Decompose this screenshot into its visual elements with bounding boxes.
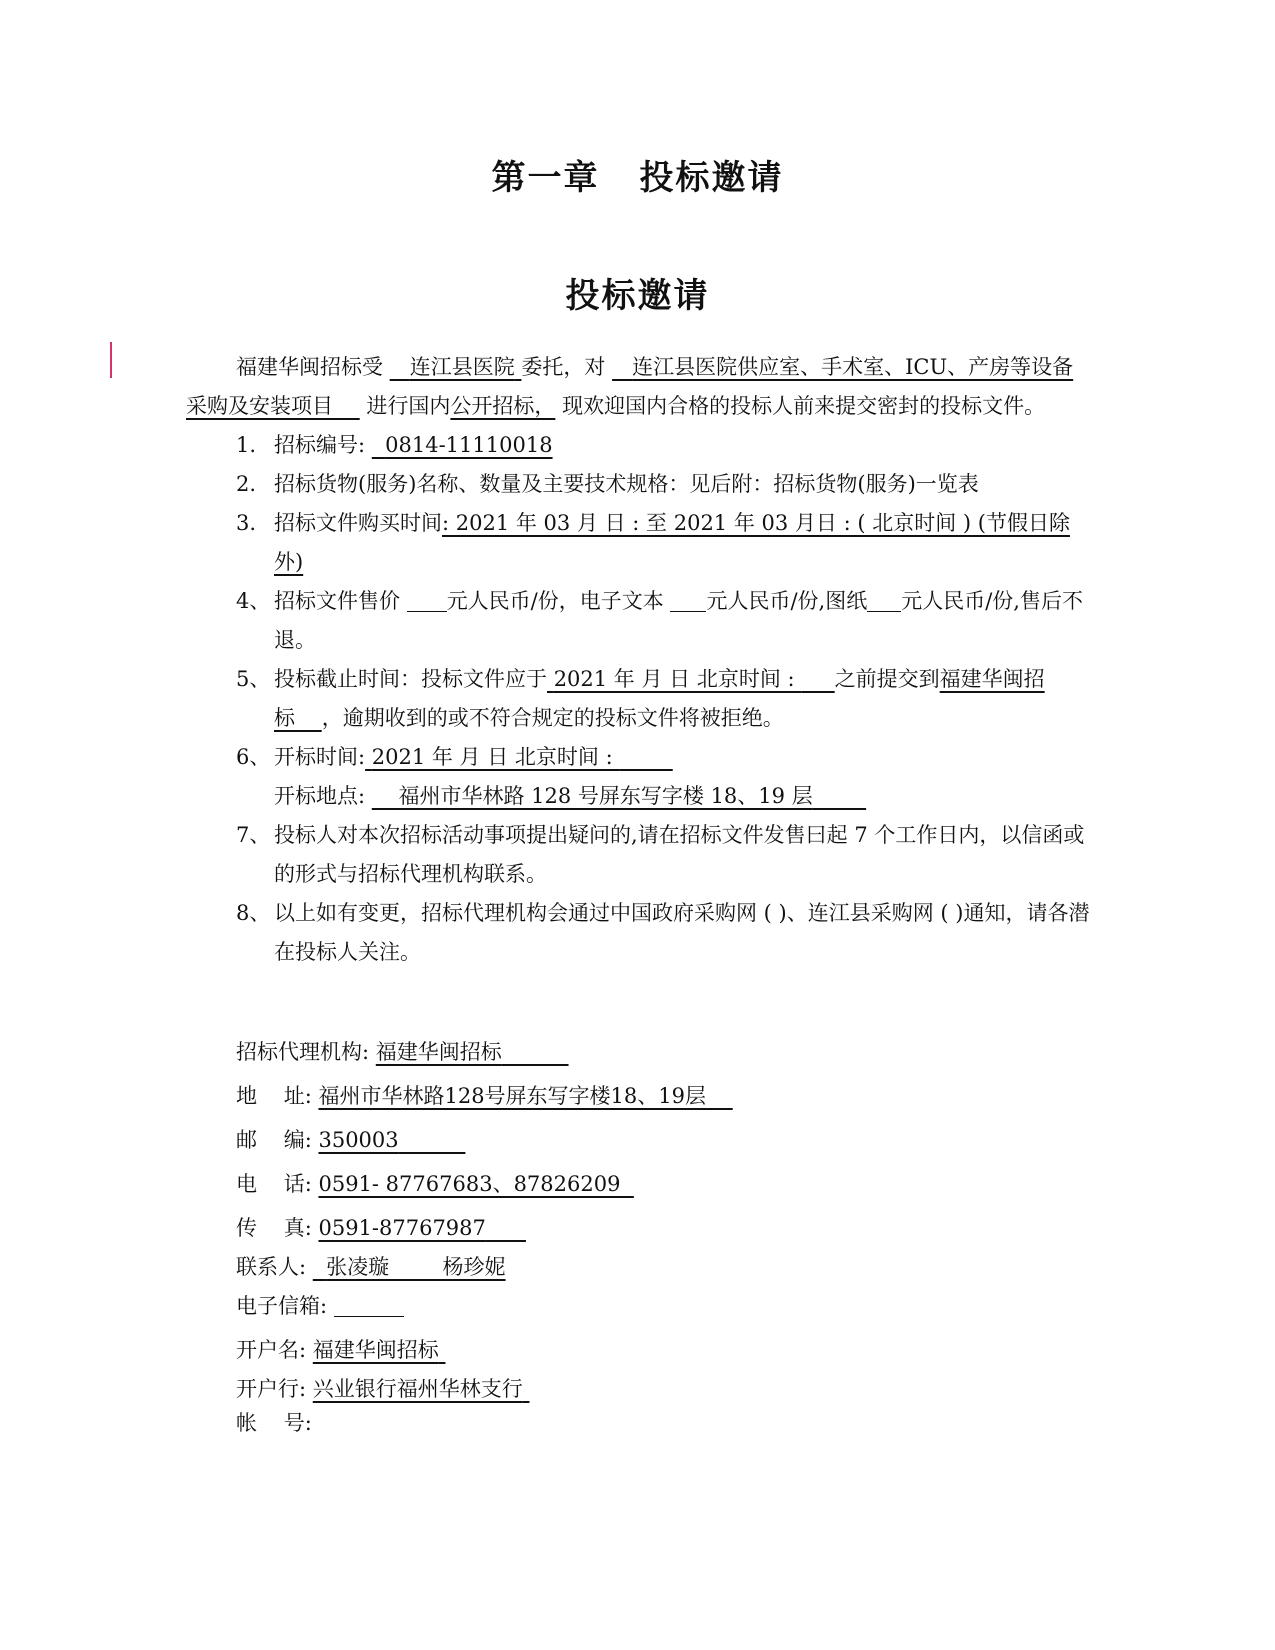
purchase-time: : 2021 年 03 月 日 : 至 2021 年 03 月日 : ( 北京时间 ) (节假日除外) xyxy=(274,511,1070,574)
chapter-number: 第一章 xyxy=(491,158,600,198)
client-name: 连江县医院 xyxy=(409,355,515,379)
item-1 xyxy=(236,426,1091,465)
phone-value: 0591- 87767683、87826209 xyxy=(318,1172,621,1196)
bank-value: 兴业银行福州华林支行 xyxy=(312,1377,523,1401)
email-blank xyxy=(334,1290,404,1317)
item-2 xyxy=(236,465,1091,504)
item-label: 开标时间: xyxy=(274,745,366,769)
blank-price-electronic xyxy=(670,585,706,612)
item-text: 元人民币/份,图纸 xyxy=(706,589,868,613)
item-text: 以上如有变更，招标代理机构会通过中国政府采购网 ( )、连江县采购网 ( )通知，请各潜在投标人关注。 xyxy=(274,901,1090,964)
item-number: 3. xyxy=(236,511,257,535)
item-label: 招标编号: xyxy=(274,433,366,457)
item-number: 6、 xyxy=(236,745,271,769)
deadline-place: 福建华闽招标 xyxy=(274,667,1045,730)
fax-value: 0591-87767987 xyxy=(318,1216,486,1240)
field-label: 传 真: xyxy=(236,1216,312,1240)
field-label: 联系人: xyxy=(236,1255,307,1279)
account-name-row xyxy=(236,1328,1056,1372)
blank-price xyxy=(407,585,447,612)
fax-row xyxy=(236,1206,1056,1250)
item-text: 投标人对本次招标活动事项提出疑问的,请在招标文件发售曰起 7 个工作日内，以信函或 的形式与招标代理机构联系。 xyxy=(274,823,1085,886)
contact-block xyxy=(236,1030,1056,1440)
item-text: 招标货物(服务)名称、数量及主要技术规格：见后附：招标货物(服务)一览表 xyxy=(274,472,979,496)
procurement-method: 公开招标， xyxy=(450,394,556,418)
bank-row xyxy=(236,1372,1056,1406)
agency-row xyxy=(236,1030,1056,1074)
item-text: 招标文件售价 xyxy=(274,589,400,613)
intro-text: 进行国内 xyxy=(366,394,451,418)
field-label: 邮 编: xyxy=(236,1128,312,1152)
item-number: 7、 xyxy=(236,823,271,847)
email-row xyxy=(236,1284,1056,1328)
intro-text: 现欢迎国内合格的投标人前来提交密封的投标文件。 xyxy=(562,394,1046,418)
intro-text: 福建华闽招标受 xyxy=(236,355,383,379)
invitation-body xyxy=(186,348,1091,972)
item-number: 2. xyxy=(236,472,257,496)
account-number-row xyxy=(236,1406,1056,1440)
opening-time: 2021 年 月 日 北京时间 : xyxy=(371,745,620,769)
tender-number: 0814-11110018 xyxy=(385,433,553,457)
item-label: 开标地点: xyxy=(274,784,366,808)
item-text: 投标截止时间：投标文件应于 xyxy=(274,667,547,691)
address-row xyxy=(236,1074,1056,1118)
contact-person-row xyxy=(236,1250,1056,1284)
field-label: 电 话: xyxy=(236,1172,312,1196)
item-number: 4、 xyxy=(236,589,271,613)
field-label: 电子信箱: xyxy=(236,1294,328,1318)
field-label: 招标代理机构: xyxy=(236,1040,370,1064)
item-text: 元人民币/份，电子文本 xyxy=(446,589,664,613)
postcode-value: 350003 xyxy=(318,1128,399,1152)
field-label: 开户名: xyxy=(236,1338,307,1362)
item-number: 5、 xyxy=(236,667,271,691)
chapter-name: 投标邀请 xyxy=(639,158,784,198)
deadline-time: 2021 年 月 日 北京时间 : xyxy=(553,667,802,691)
field-label: 帐 号: xyxy=(236,1411,312,1435)
item-number: 1. xyxy=(236,433,257,457)
item-text: 元人民币/份,售后不退。 xyxy=(274,589,1083,652)
opening-place-row xyxy=(274,777,1091,816)
item-label: 招标文件购买时间 xyxy=(274,511,442,535)
item-5 xyxy=(236,660,1091,738)
postcode-row xyxy=(236,1118,1056,1162)
item-8 xyxy=(236,894,1091,972)
chapter-title xyxy=(0,150,1275,199)
opening-place: 福州市华林路 128 号屏东写字楼 18、19 层 xyxy=(398,784,813,808)
item-number: 8、 xyxy=(236,901,271,925)
item-6 xyxy=(236,738,1091,777)
contact-person-value: 张凌璇 杨珍妮 xyxy=(326,1255,506,1279)
intro-text: 委托，对 xyxy=(521,355,606,379)
field-label: 地 址: xyxy=(236,1084,312,1108)
project-name: 连江县医院供应室、手术室、ICU、产房等设备采购及安装项目 xyxy=(186,355,1074,418)
phone-row xyxy=(236,1162,1056,1206)
field-label: 开户行: xyxy=(236,1377,307,1401)
item-3 xyxy=(236,504,1091,582)
item-text: ，逾期收到的或不符合规定的投标文件将被拒绝。 xyxy=(321,706,784,730)
section-title: 投标邀请 xyxy=(565,276,710,316)
account-name-value: 福建华闽招标 xyxy=(312,1338,439,1362)
item-4 xyxy=(236,582,1091,660)
item-text: 之前提交到 xyxy=(834,667,940,691)
revision-mark xyxy=(110,342,112,378)
blank-price-drawing xyxy=(867,585,901,612)
item-7 xyxy=(236,816,1091,894)
address-value: 福州市华林路128号屏东写字楼18、19层 xyxy=(318,1084,706,1108)
intro-paragraph xyxy=(186,348,1091,426)
agency-name: 福建华闽招标 xyxy=(375,1040,502,1064)
